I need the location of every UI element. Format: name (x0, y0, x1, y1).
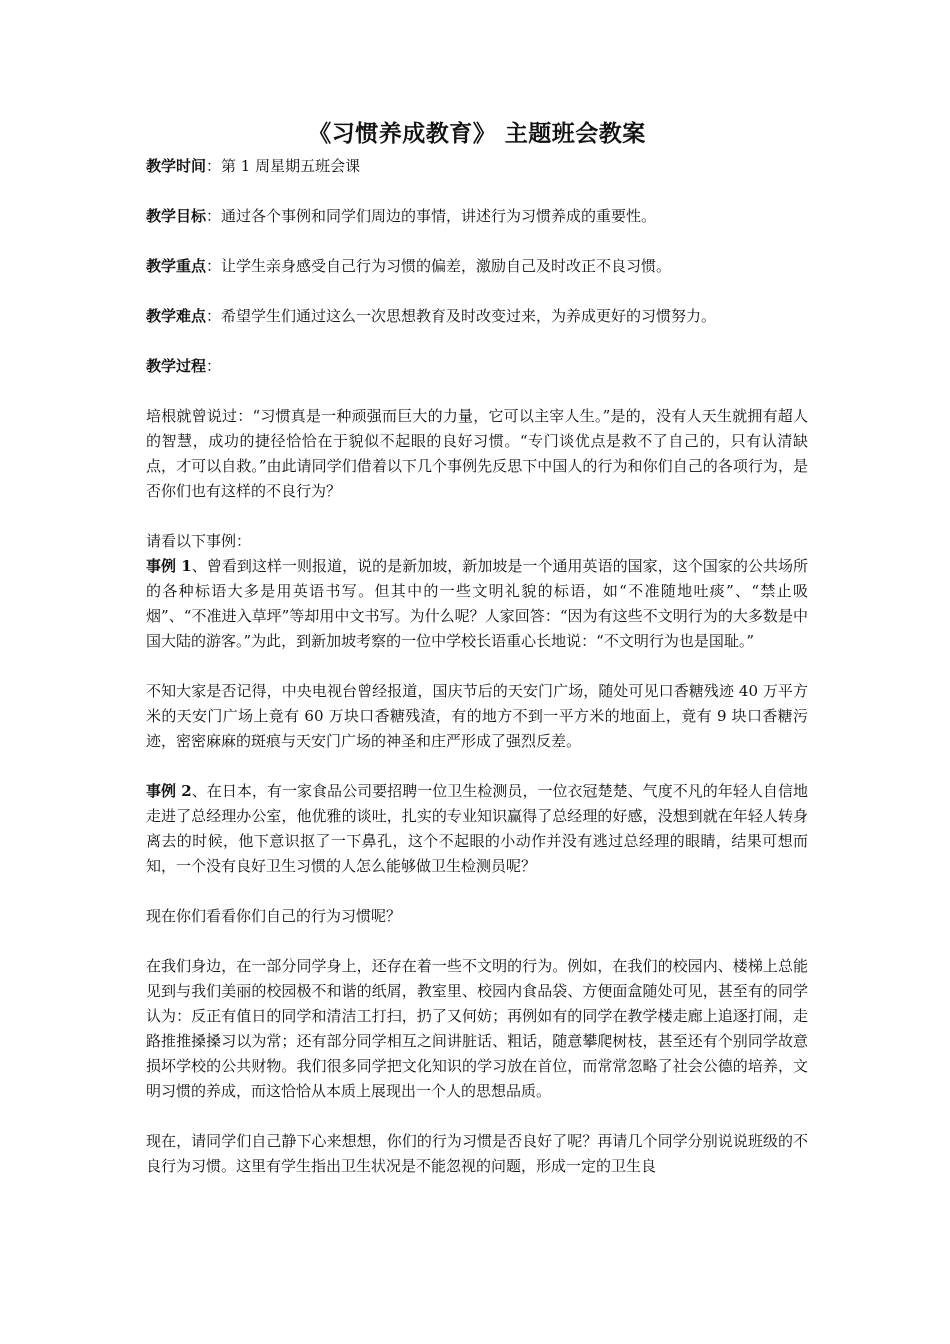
case-1-text: 、曾看到这样一则报道，说的是新加坡，新加坡是一个通用英语的国家，这个国家的公共场所的各种标语大多是用英语书写。但其中的一些文明礼貌的标语，如“不准随地吐痰”、“禁止吸烟”、“不准进入草坪”等却用中文书写。为什么呢？人家回答：“因为有这些不文明行为的大多数是中国大陆的游客。”为此，到新加坡考察的一位中学校长语重心长地说：“不文明行为也是国耻。” (146, 557, 808, 650)
case-1-paragraph (146, 554, 808, 654)
tiananmen-paragraph: 不知大家是否记得，中央电视台曾经报道，国庆节后的天安门广场，随处可见口香糖残迹 40 万平方米的天安门广场上竟有 60 万块口香糖残渣，有的地方不到一平方米的地面上，竟有 9 块口香糖污迹，密密麻麻的斑痕与天安门广场的神圣和庄严形成了强烈反差。 (146, 682, 808, 750)
teaching-focus-label: 教学重点 (146, 257, 207, 275)
teaching-time-label: 教学时间 (146, 157, 207, 175)
teaching-time (146, 154, 808, 179)
intro-paragraph: 培根就曾说过：“习惯真是一种顽强而巨大的力量，它可以主宰人生。”是的，没有人天生就拥有超人的智慧，成功的捷径恰恰在于貌似不起眼的良好习惯。“专门谈优点是救不了自己的，只有认清缺点，才可以自救。”由此请同学们借着以下几个事例先反思下中国人的行为和你们自己的各项行为，是否你们也有这样的不良行为？ (146, 407, 808, 500)
teaching-process (146, 354, 808, 379)
teaching-goal (146, 204, 808, 229)
see-examples-line: 请看以下事例： (146, 532, 252, 550)
case-2-text: 、在日本，有一家食品公司要招聘一位卫生检测员，一位衣冠楚楚、气度不凡的年轻人自信地走进了总经理办公室，他优雅的谈吐，扎实的专业知识赢得了总经理的好感，没想到就在年轻人转身离去的时候，他下意识抠了一下鼻孔，这个不起眼的小动作并没有逃过总经理的眼睛，结果可想而知，一个没有良好卫生习惯的人怎么能够做卫生检测员呢？ (146, 782, 808, 875)
case-2-label: 事例 2 (146, 782, 192, 800)
teaching-difficulty (146, 304, 808, 329)
teaching-process-colon: ： (206, 357, 222, 375)
teaching-focus (146, 254, 808, 279)
teaching-goal-value: ：通过各个事例和同学们周边的事情，讲述行为习惯养成的重要性。 (206, 207, 657, 225)
around-us-paragraph: 在我们身边，在一部分同学身上，还存在着一些不文明的行为。例如，在我们的校园内、楼梯上总能见到与我们美丽的校园极不和谐的纸屑，教室里、校园内食品袋、方便面盒随处可见，甚至有的同学认为：反正有值日的同学和清洁工打扫，扔了又何妨；再例如有的同学在教学楼走廊上追逐打闹，走路推推搡搡习以为常；还有部分同学相互之间讲脏话、粗话，随意攀爬树枝，甚至还有个别同学故意损坏学校的公共财物。我们很多同学把文化知识的学习放在首位，而常常忽略了社会公德的培养，文明习惯的养成，而这恰恰从本质上展现出一个人的思想品质。 (146, 957, 808, 1100)
document-title: 《习惯养成教育》 主题班会教案 (308, 120, 646, 147)
case-1-label: 事例 1 (146, 557, 192, 575)
case-2-paragraph (146, 779, 808, 879)
document-body (146, 118, 808, 1179)
teaching-difficulty-value: ：希望学生们通过这么一次思想教育及时改变过来，为养成更好的习惯努力。 (206, 307, 717, 325)
teaching-goal-label: 教学目标 (146, 207, 207, 225)
teaching-process-label: 教学过程 (146, 357, 207, 375)
teaching-difficulty-label: 教学难点 (146, 307, 207, 325)
teaching-time-value: ：第 1 周星期五班会课 (206, 157, 361, 175)
reflect-paragraph: 现在，请同学们自己静下心来想想，你们的行为习惯是否良好了呢？再请几个同学分别说说班级的不良行为习惯。这里有学生指出卫生状况是不能忽视的问题，形成一定的卫生良 (146, 1132, 808, 1175)
teaching-focus-value: ：让学生亲身感受自己行为习惯的偏差，激励自己及时改正不良习惯。 (206, 257, 672, 275)
look-now-line: 现在你们看看你们自己的行为习惯呢？ (146, 907, 402, 925)
